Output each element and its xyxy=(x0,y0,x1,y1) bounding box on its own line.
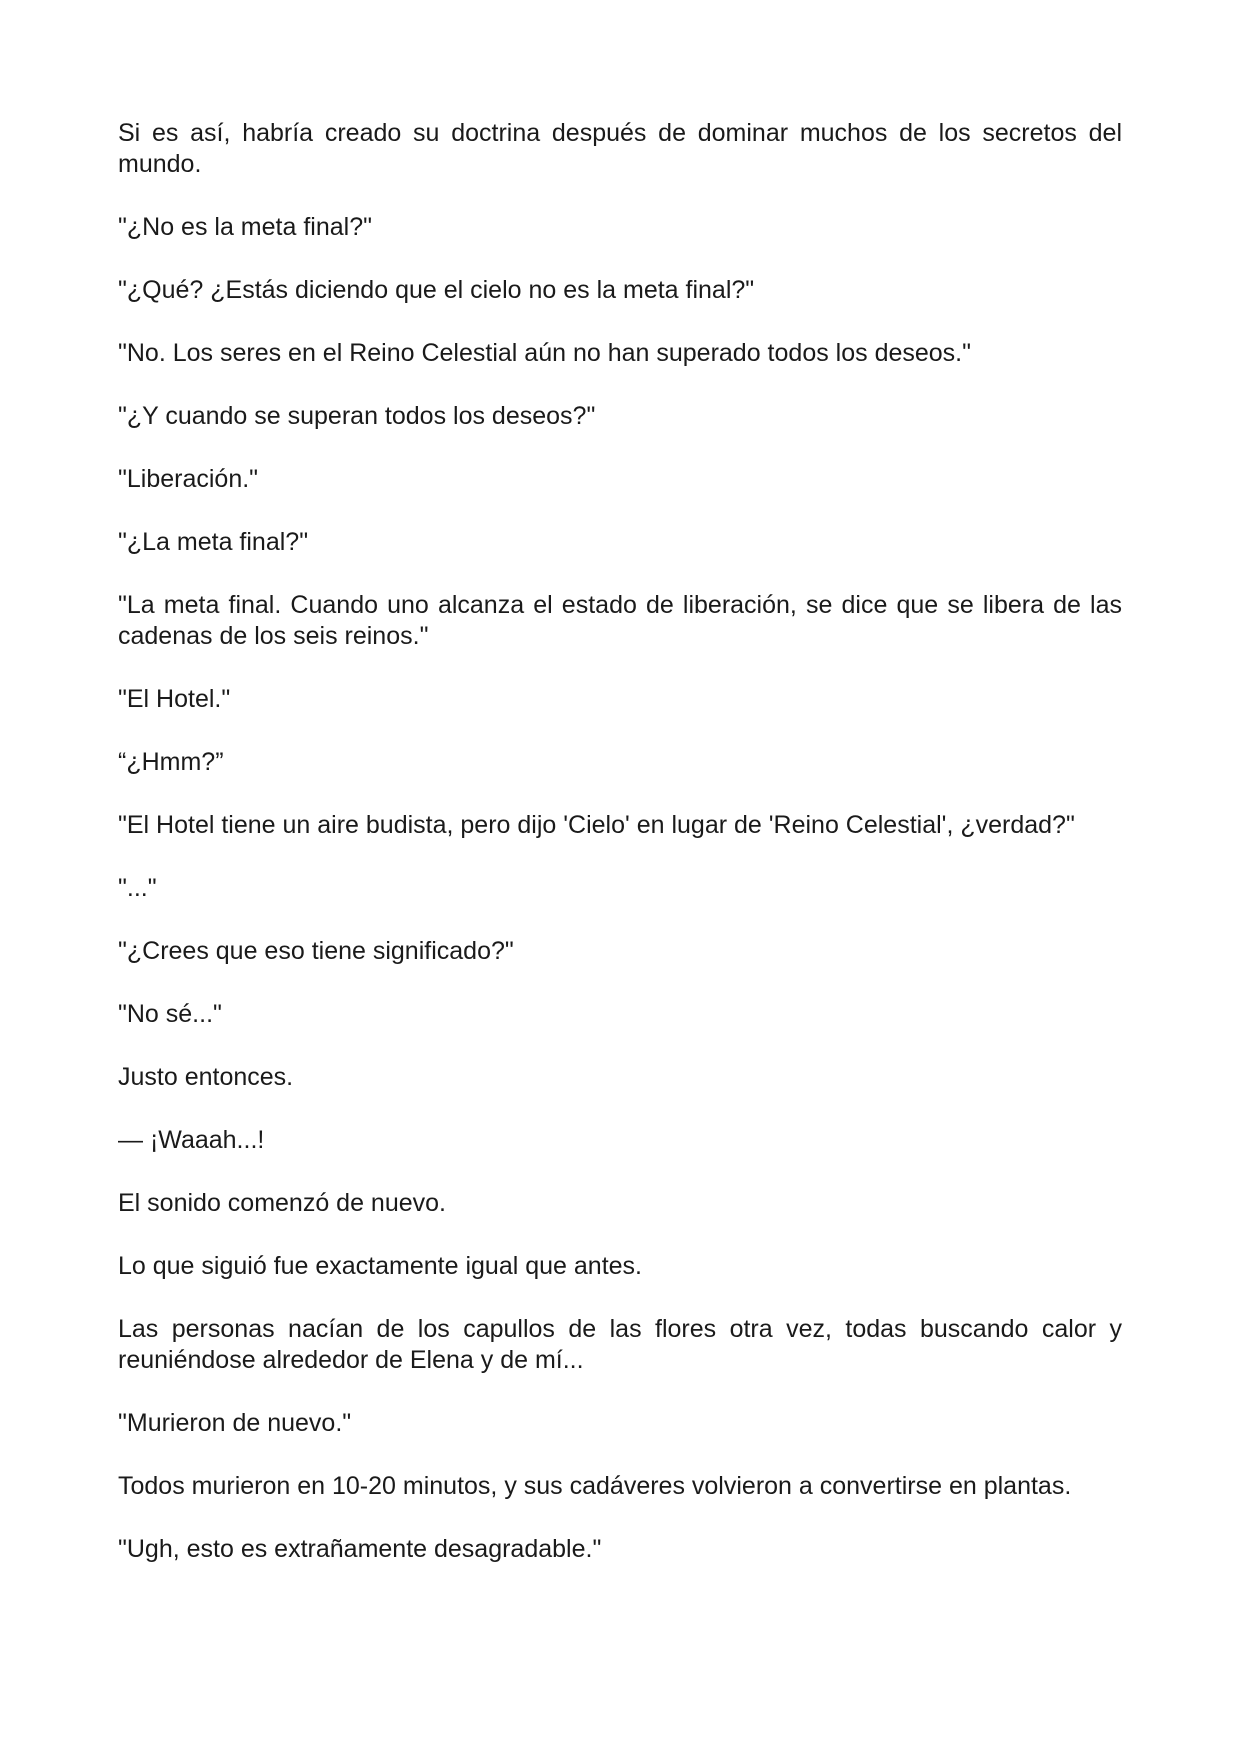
paragraph: Lo que siguió fue exactamente igual que antes. xyxy=(118,1252,642,1280)
paragraph: "¿Crees que eso tiene significado?" xyxy=(118,937,514,965)
paragraph: "¿Y cuando se superan todos los deseos?" xyxy=(118,402,596,430)
paragraph: El sonido comenzó de nuevo. xyxy=(118,1189,446,1217)
paragraph: "No sé..." xyxy=(118,1000,222,1028)
paragraph: “¿Hmm?” xyxy=(118,748,224,776)
paragraph: "La meta final. Cuando uno alcanza el estado de liberación, se dice que se libera de las cadenas de los seis reinos." xyxy=(118,591,1122,650)
paragraph: Justo entonces. xyxy=(118,1063,294,1091)
paragraph: "El Hotel." xyxy=(118,685,231,713)
paragraph: "El Hotel tiene un aire budista, pero dijo 'Cielo' en lugar de 'Reino Celestial', ¿verdad?" xyxy=(118,811,1075,839)
paragraph: Todos murieron en 10-20 minutos, y sus cadáveres volvieron a convertirse en plantas. xyxy=(118,1472,1072,1500)
paragraph: "¿No es la meta final?" xyxy=(118,213,372,241)
paragraph: "Liberación." xyxy=(118,465,259,493)
document-page xyxy=(118,118,1122,1597)
paragraph: "Murieron de nuevo." xyxy=(118,1409,352,1437)
paragraph: "¿Qué? ¿Estás diciendo que el cielo no es la meta final?" xyxy=(118,276,755,304)
paragraph: Si es así, habría creado su doctrina después de dominar muchos de los secretos del mundo. xyxy=(118,119,1122,178)
paragraph: "Ugh, esto es extrañamente desagradable." xyxy=(118,1535,602,1563)
paragraph: "¿La meta final?" xyxy=(118,528,309,556)
paragraph: "No. Los seres en el Reino Celestial aún no han superado todos los deseos." xyxy=(118,339,972,367)
paragraph: "..." xyxy=(118,874,157,902)
paragraph: — ¡Waaah...! xyxy=(118,1126,265,1154)
paragraph: Las personas nacían de los capullos de las flores otra vez, todas buscando calor y reuniéndose alrededor de Elena y de mí... xyxy=(118,1315,1122,1374)
